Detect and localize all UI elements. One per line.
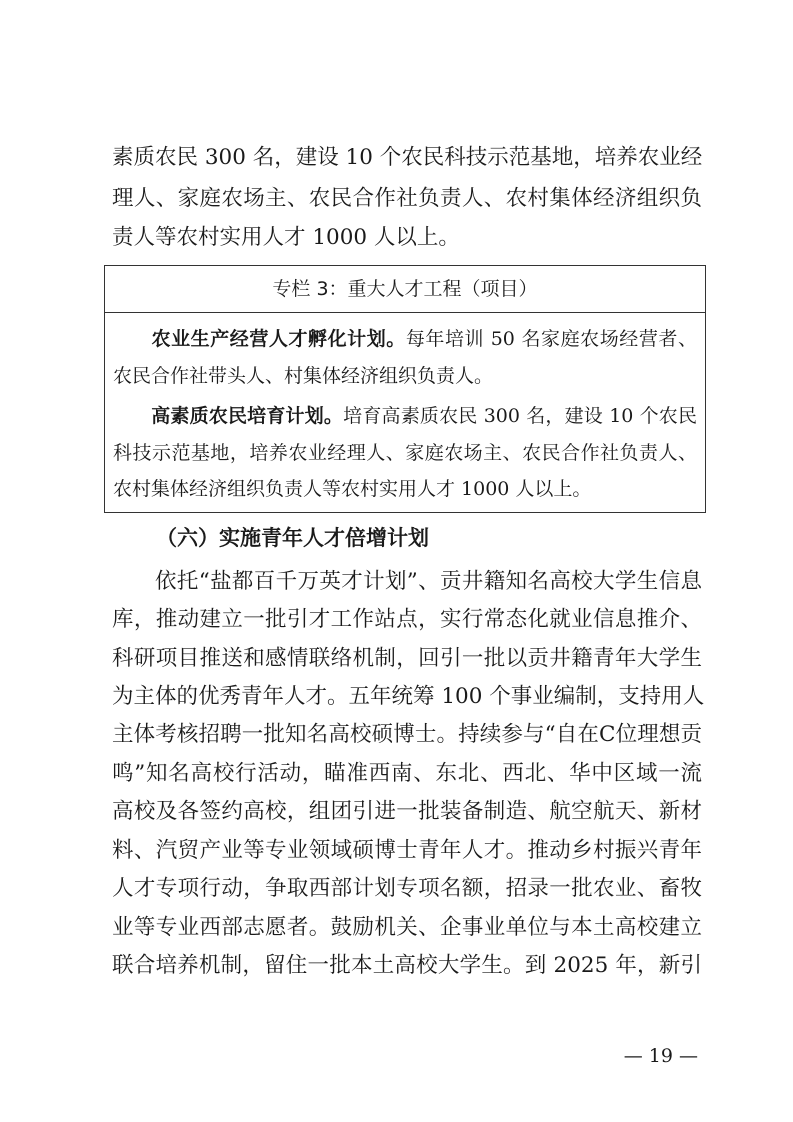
page-number: — 19 — [623, 1045, 698, 1067]
column-box [104, 265, 706, 513]
main-line-4: 为主体的优秀青年人才。五年统筹 100 个事业编制，支持用人 [112, 684, 705, 709]
column-item-1-name: 农业生产经营人才孵化计划。 [151, 328, 406, 350]
column-item-2-text: 培育高素质农民 300 名，建设 10 个农民 [343, 405, 697, 427]
main-line-10: 业等专业西部志愿者。鼓励机关、企事业单位与本土高校建立 [112, 915, 702, 940]
column-item-2-line-3: 农村集体经济组织负责人等农村实用人才 1000 人以上。 [113, 478, 592, 500]
column-item-1-line-1 [113, 322, 697, 356]
column-item-1-line-2: 农民合作社带头人、村集体经济组织负责人。 [113, 365, 494, 387]
section-heading: （六）实施青年人才倍增计划 [156, 526, 429, 550]
main-line-6: 鸣”知名高校行活动，瞄准西南、东北、西北、华中区域一流 [112, 761, 702, 786]
main-line-11: 联合培养机制，留住一批本土高校大学生。到 2025 年，新引 [112, 953, 702, 978]
column-item-2-name: 高素质农民培育计划。 [151, 405, 344, 427]
main-line-1: 依托“盐都百千万英才计划”、贡井籍知名高校大学生信息 [155, 569, 702, 594]
intro-line-1: 素质农民 300 名，建设 10 个农民科技示范基地，培养农业经 [112, 145, 703, 170]
column-item-2-line-1 [113, 399, 697, 433]
column-box-title: 专栏 3：重大人才工程（项目） [105, 266, 705, 313]
main-line-9: 人才专项行动，争取西部计划专项名额，招录一批农业、畜牧 [112, 876, 702, 901]
main-line-2: 库，推动建立一批引才工作站点，实行常态化就业信息推介、 [112, 607, 702, 632]
main-line-7: 高校及各签约高校，组团引进一批装备制造、航空航天、新材 [112, 799, 702, 824]
main-line-3: 科研项目推送和感情联络机制，回引一批以贡井籍青年大学生 [112, 646, 702, 671]
intro-line-3: 责人等农村实用人才 1000 人以上。 [112, 225, 460, 250]
intro-line-2: 理人、家庭农场主、农民合作社负责人、农村集体经济组织负 [112, 186, 702, 211]
column-item-2-line-2: 科技示范基地，培养农业经理人、家庭农场主、农民合作社负责人、 [113, 442, 697, 464]
main-line-5: 主体考核招聘一批知名高校硕博士。持续参与“自在C位理想贡 [112, 722, 702, 747]
main-line-8: 料、汽贸产业等专业领域硕博士青年人才。推动乡村振兴青年 [112, 838, 702, 863]
column-item-1-text: 每年培训 50 名家庭农场经营者、 [405, 328, 697, 350]
